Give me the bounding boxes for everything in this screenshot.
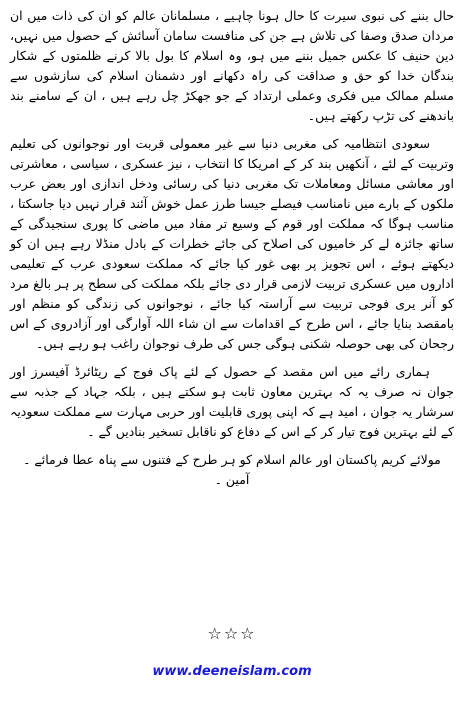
website-link[interactable]: www.deeneislam.com xyxy=(152,664,312,679)
star-separator: ☆☆☆ xyxy=(207,624,257,643)
closing-dua: مولائے کریم پاکستان اور عالم اسلام کو ہر طرح کے فتنوں سے پناہ عطا فرمائے ۔ آمین ۔ xyxy=(23,452,441,487)
article-paragraph-3: ہماری رائے میں اس مقصد کے حصول کے لئے پاک فوج کے ریٹائرڈ آفیسرز اور جوان نہ صرف یہ کہ بہترین معاون ثابت ہو سکتے ہیں ، بلکہ جہاد کے جذبہ سے سرشار یہ جوان ، امید ہے کہ اپنی پوری قابلیت اور حربی مہارت سے مملکت سعودیہ کے لئے بہترین فوج تیار کر کے اس کے دفاع کو ناقابل تسخیر بنادیں گے ۔ xyxy=(10,364,454,439)
article-paragraph-1: حال بننے کی نبوی سیرت کا حال ہونا چاہیے ، مسلمانان عالم کو ان کی ذات میں ان مردان صدق وصفا کی تلاش ہے جن کی منافست سامان آسائش کے حصول میں نہیں، دین حنیف کا عکس جمیل بننے میں ہو، وہ اسلام کا بول بالا کرنے ظلمتوں کے شکار بندگان خدا کو حق و صداقت کی راہ دکھانے اور دشمنان اسلام کی سازشوں سے مسلم ممالک میں فکری وعملی ارتداد کے جو جھکڑ چل رہے ہیں ، ان کے سامنے بند باندھنے کی تڑپ رکھتے ہیں۔ xyxy=(10,8,454,123)
article-paragraph-2: سعودی انتظامیہ کی مغربی دنیا سے غیر معمولی قربت اور نوجوانوں کی تعلیم وتربیت کے لئے ، آنکھیں بند کر کے امریکا کا انتخاب ، نیز عسکری ، سیاسی ، معاشرتی اور معاشی مسائل ومعاملات تک مغربی دنیا کی رسائی ودخل اندازی اور بعض عرب ملکوں کے بارے میں نامناسب فیصلے جیسا طرز عمل خوش آئند قرار نہیں دیا جاسکتا ، مناسب ہوگا کہ مملکت اور قوم کے وسیع تر مفاد میں ماضی کا پوری سنجیدگی کے ساتھ جائزہ لے کر خامیوں کی اصلاح کی جائے خطرات کے بادل منڈلا رہے ہیں ان کو دیکھتے ہوئے ، اس تجویز پر بھی غور کیا جائے کہ مملکت سعودی عرب کے تعلیمی اداروں میں عسکری تربیت لازمی قرار دی جائے بلکہ مملکت کی سطح پر ہر بالغ مرد کو آنر یری فوجی تربیت سے آراستہ کیا جائے ، نوجوانوں کی زندگی کو منظم اور بامقصد بنایا جائے ، اس طرح کے اقدامات سے ان شاء اللہ آوارگی اور آزادروی کے اس رجحان کی بھی حوصلہ شکنی ہوگی جس کی طرف نوجوان راغب ہو رہے ہیں۔ xyxy=(10,136,454,351)
